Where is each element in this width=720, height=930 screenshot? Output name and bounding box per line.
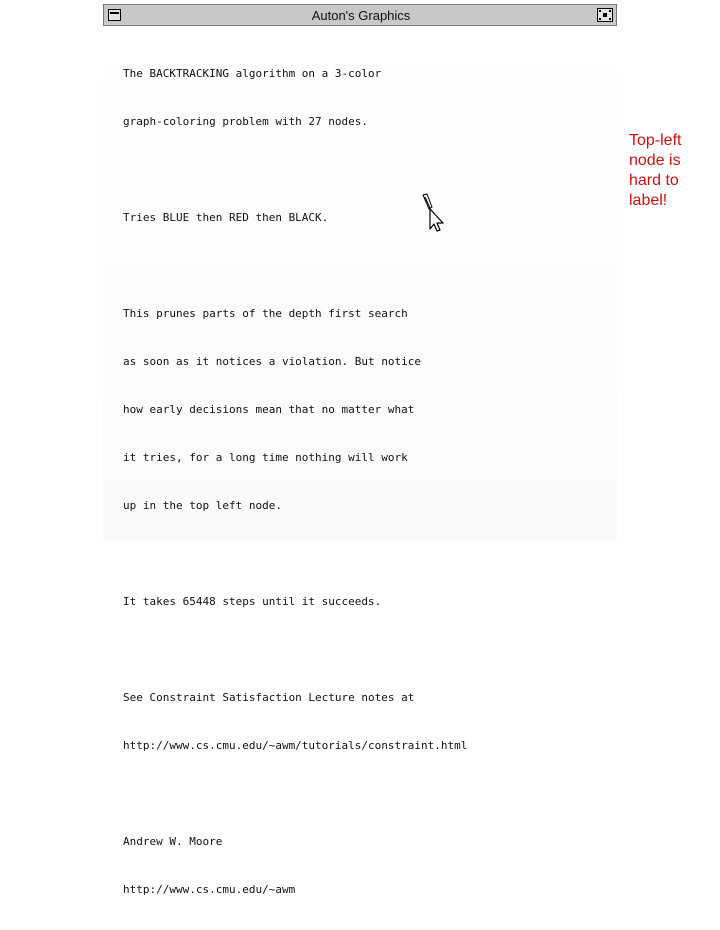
graphics-canvas [103, 26, 617, 896]
title-bar[interactable] [103, 4, 617, 26]
maximize-icon[interactable] [597, 8, 613, 22]
annotation-line: label! [629, 192, 668, 209]
text-line: as soon as it notices a violation. But notice [123, 355, 422, 368]
annotation-note [629, 131, 717, 211]
text-line: it tries, for a long time nothing will work [123, 451, 408, 464]
text-line: See Constraint Satisfaction Lecture notes at [123, 691, 415, 704]
lecture-notes-url: http://www.cs.cmu.edu/~awm/tutorials/constraint.html [123, 739, 468, 752]
step-count-text: It takes 65448 steps until it succeeds. [123, 595, 382, 608]
annotation-line: hard to [629, 172, 679, 189]
author-name: Andrew W. Moore [123, 835, 223, 848]
text-line: how early decisions mean that no matter what [123, 403, 415, 416]
mouse-pointer-icon [420, 193, 446, 233]
annotation-line: Top-left [629, 132, 682, 149]
text-line: This prunes parts of the depth first search [123, 307, 408, 320]
text-line: up in the top left node. [123, 499, 282, 512]
author-url: http://www.cs.cmu.edu/~awm [123, 883, 296, 896]
text-line: The BACKTRACKING algorithm on a 3-color [123, 67, 382, 80]
graphics-window [103, 4, 617, 896]
annotation-line: node is [629, 152, 681, 169]
description-text [123, 34, 467, 930]
window-title: Auton's Graphics [311, 8, 411, 23]
text-line: Tries BLUE then RED then BLACK. [123, 211, 329, 224]
text-line: graph-coloring problem with 27 nodes. [123, 115, 369, 128]
